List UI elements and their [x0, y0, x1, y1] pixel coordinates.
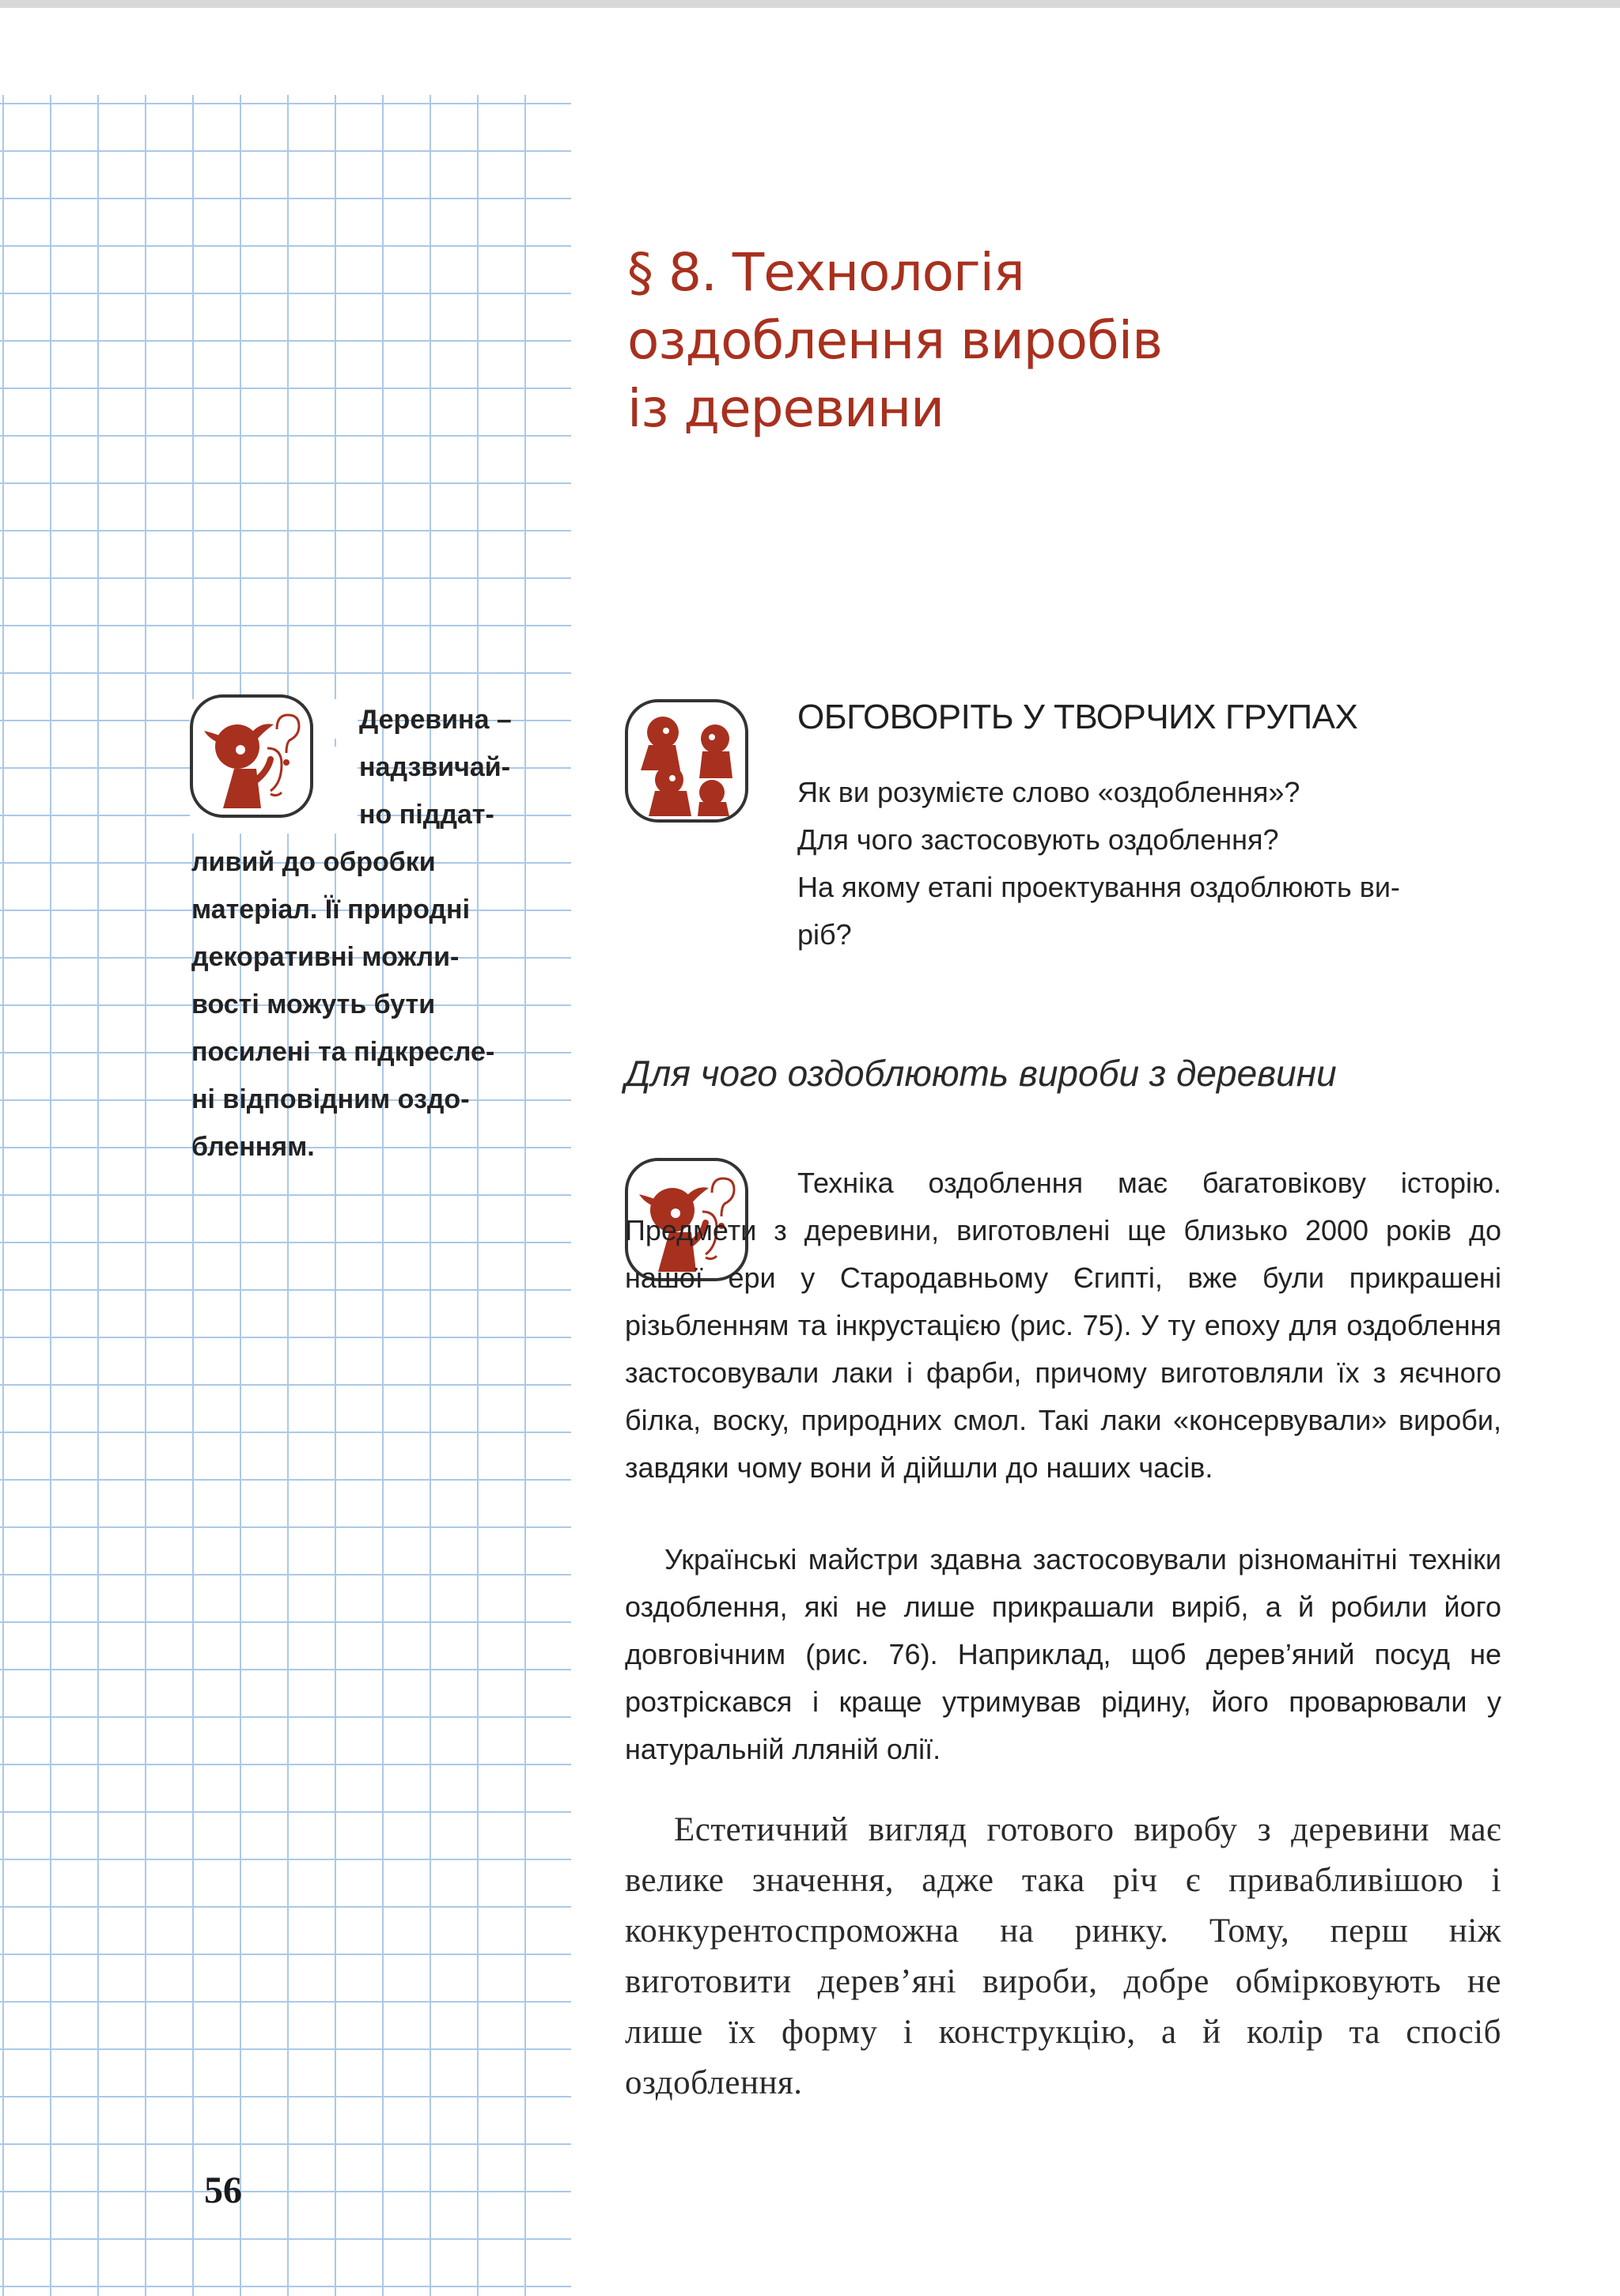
body-paragraph-2 [625, 1536, 1501, 1773]
discussion-heading: ОБГОВОРІТЬ У ТВОРЧИХ ГРУПАХ [797, 698, 1358, 736]
side-note-line: ливий до обробки [191, 847, 436, 877]
title-line-2: оздоблення виробів [627, 310, 1162, 371]
question-item: Як ви розумієте слово «оздоблення»? [797, 776, 1300, 808]
side-note-line: вості можуть бути [191, 989, 436, 1019]
question-item: На якому етапі проектування оздоблюють ви- [797, 871, 1400, 903]
side-note-line: ні відповідним оздо- [191, 1084, 470, 1114]
side-note [191, 696, 546, 1171]
paragraph-text: Українські майстри здавна застосовували різноманітні техніки оздоблення, які не лише прикрашали виріб, а й робили його довговічним (рис. 76). Наприклад, щоб дерев’яний посуд не розтріскався і краще утримував рідину, його проварювали у натуральній лляній олії. [625, 1543, 1501, 1765]
page-number: 56 [204, 2169, 242, 2211]
graph-paper-margin [0, 95, 571, 2296]
paragraph-text: Техніка оздоблення має багатовікову історію. Предмети з деревини, виготовлені ще близько 2000 років до нашої ери у Стародавньому Єгипті, вже були прикрашені різьбленням та інкрустацією (рис. 75). У ту епоху для оздоблення застосовували лаки і фарби, причому виготовляли їх з яєчного білка, воску, природних смол. Такі лаки «консервували» вироби, завдяки чому вони й дійшли до наших часів. [625, 1167, 1501, 1484]
body-paragraph-3: Естетичний вигляд готового виробу з деревини має велике значення, адже така річ є привабливішою і конкурентоспроможна на ринку. Тому, перш ніж виготовити дерев’яні вироби, добре обмірковують не лише їх форму і конструкцію, а й колір та спосіб оздоблення. [625, 1811, 1501, 2101]
title-line-3: із деревини [627, 378, 944, 439]
side-note-line: надзвичай- [359, 752, 511, 782]
group-discussion-icon [623, 698, 750, 824]
side-note-line: посилені та підкресле- [191, 1037, 495, 1067]
question-item: ріб? [797, 918, 852, 951]
side-note-line: но піддат- [359, 800, 494, 830]
side-note-line: бленням. [191, 1132, 315, 1162]
question-item: Для чого застосовують оздоблення? [797, 823, 1279, 856]
side-note-line: матеріал. Її природні [191, 895, 471, 925]
page-title [627, 239, 1537, 443]
side-note-line: декоративні можли- [191, 942, 460, 972]
discussion-questions [797, 769, 1509, 959]
body-paragraph-1 [625, 1159, 1501, 1492]
side-note-line: Деревина – [359, 705, 512, 735]
section-subheading: Для чого оздоблюють вироби з деревини [625, 1053, 1337, 1094]
title-line-1: § 8. Технологія [627, 242, 1024, 303]
